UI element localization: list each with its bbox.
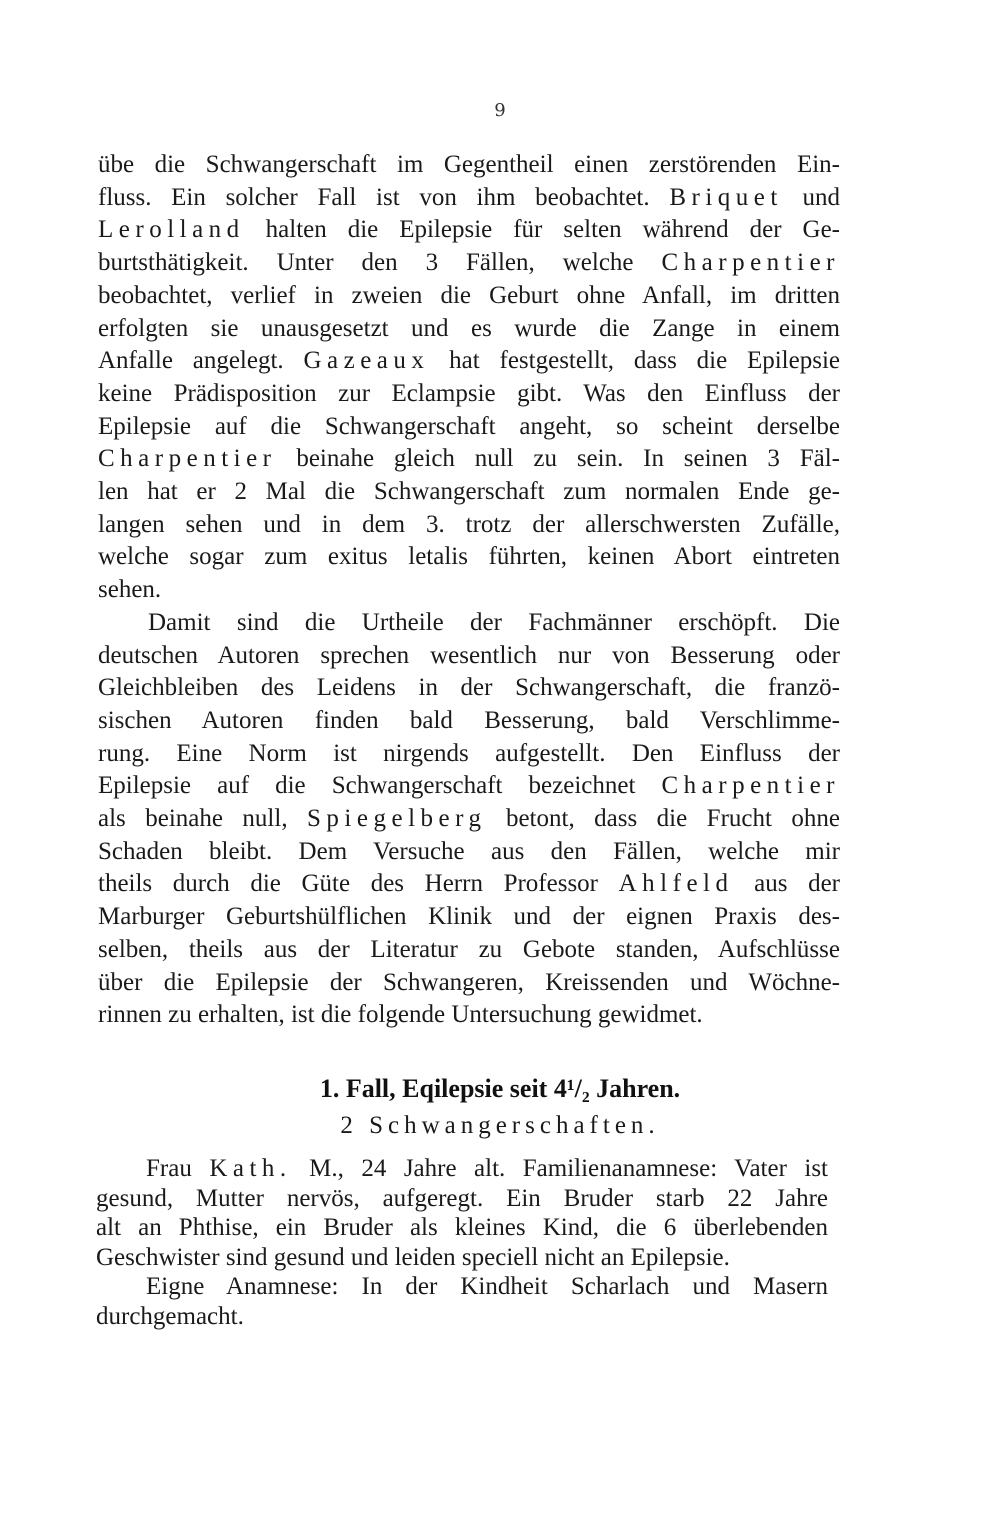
text-segment: theils durch die Güte des Herrn Professor: [98, 870, 619, 898]
text-segment: welche sogar zum exitus letalis führten, keinen Abort eintreten: [98, 543, 840, 571]
text-line: [98, 345, 840, 378]
paragraph-1: [98, 149, 840, 607]
text-line: [98, 770, 840, 803]
spaced-name: Lerolland: [98, 216, 245, 244]
text-segment: sehen.: [98, 576, 162, 604]
spaced-name: Charpentier: [661, 772, 840, 800]
text-segment: als beinahe null,: [98, 805, 308, 833]
text-line: [96, 1184, 828, 1214]
case-subheading: 2 Schwangerschaften.: [340, 1112, 660, 1139]
text-segment: M., 24 Jahre alt. Familienanamnese: Vater ist: [291, 1155, 829, 1182]
text-segment: gesund, Mutter nervös, aufgeregt. Ein Bruder starb 22 Jahre: [96, 1184, 828, 1212]
text-segment: Eigne Anamnese: In der Kindheit Scharlach und Masern: [146, 1273, 828, 1300]
text-line: [98, 836, 840, 869]
case-paragraph-1: [96, 1154, 828, 1272]
body-text: [98, 149, 840, 1032]
text-segment: aus der: [733, 870, 840, 898]
text-segment: beobachtet, verlief in zweien die Geburt ohne Anfall, im dritten: [98, 281, 840, 309]
case-heading: 1. Fall, Eqilepsie seit 4¹/₂ Jahren.: [319, 1074, 681, 1103]
text-line: [98, 149, 840, 182]
text-segment: len hat er 2 Mal die Schwangerschaft zum normalen Ende ge-: [98, 478, 840, 506]
spaced-name: Gazeaux: [303, 347, 430, 375]
text-segment: Gleichbleiben des Leidens in der Schwangerschaft, die franzö-: [98, 674, 840, 702]
text-line: [98, 313, 840, 346]
text-line: [98, 541, 840, 574]
text-line: [98, 574, 840, 607]
text-segment: halten die Epilepsie für selten während der Ge-: [244, 216, 840, 244]
text-line: [96, 1302, 828, 1332]
text-line: [96, 1154, 828, 1184]
text-segment: selben, theils aus der Literatur zu Gebote standen, Aufschlüsse: [98, 935, 840, 963]
text-segment: Anfalle angelegt.: [98, 347, 304, 375]
text-line: [98, 672, 840, 705]
text-segment: Schaden bleibt. Dem Versuche aus den Fällen, welche mir: [98, 837, 840, 865]
paragraph-2: [98, 607, 840, 1032]
text-segment: sischen Autoren finden bald Besserung, bald Verschlimme-: [98, 706, 840, 734]
text-line: [98, 378, 840, 411]
text-segment: Marburger Geburtshülflichen Klinik und der eignen Praxis des-: [98, 903, 840, 931]
text-segment: und: [782, 183, 840, 211]
text-segment: hat festgestellt, dass die Epilepsie: [429, 347, 840, 375]
text-line: [98, 738, 840, 771]
text-line: [98, 214, 840, 247]
text-line: [98, 509, 840, 542]
spaced-name: Spiegelberg: [307, 805, 487, 833]
text-line: [98, 411, 840, 444]
text-segment: burtsthätigkeit. Unter den 3 Fällen, welche: [98, 249, 662, 277]
spaced-name: Kath.: [209, 1155, 292, 1182]
text-segment: Damit sind die Urtheile der Fachmänner erschöpft. Die: [148, 608, 840, 636]
case-text: [96, 1154, 828, 1331]
text-segment: erfolgten sie unausgesetzt und es wurde die Zange in einem: [98, 314, 840, 342]
text-line: [98, 607, 840, 640]
text-segment: rinnen zu erhalten, ist die folgende Untersuchung gewidmet.: [98, 1001, 703, 1029]
text-segment: Epilepsie auf die Schwangerschaft bezeichnet: [98, 772, 662, 800]
text-segment: Geschwister sind gesund und leiden speciell nicht an Epilepsie.: [96, 1243, 730, 1271]
text-segment: alt an Phthise, ein Bruder als kleines Kind, die 6 überlebenden: [96, 1214, 828, 1241]
spaced-name: Charpentier: [98, 445, 277, 473]
text-line: [98, 705, 840, 738]
text-segment: fluss. Ein solcher Fall ist von ihm beobachtet.: [98, 183, 670, 211]
text-segment: über die Epilepsie der Schwangeren, Kreissenden und Wöchne-: [98, 968, 840, 996]
text-line: [98, 280, 840, 313]
text-segment: durchgemacht.: [96, 1302, 244, 1330]
text-line: [98, 803, 840, 836]
text-line: [98, 443, 840, 476]
text-segment: übe die Schwangerschaft im Gegentheil einen zerstörenden Ein-: [98, 151, 840, 178]
text-line: [98, 999, 840, 1032]
case-paragraph-2: [96, 1272, 828, 1331]
text-segment: langen sehen und in dem 3. trotz der allerschwersten Zufälle,: [98, 510, 840, 538]
text-segment: rung. Eine Norm ist nirgends aufgestellt. Den Einfluss der: [98, 739, 840, 767]
page-number: 9: [494, 100, 506, 121]
text-line: [98, 934, 840, 967]
text-segment: Epilepsie auf die Schwangerschaft angeht, so scheint derselbe: [98, 412, 840, 440]
text-line: [98, 640, 840, 673]
text-line: [96, 1213, 828, 1243]
spaced-name: Briquet: [669, 183, 783, 211]
text-line: [98, 476, 840, 509]
text-line: [96, 1243, 828, 1273]
text-line: [98, 182, 840, 215]
text-line: [98, 868, 840, 901]
text-segment: deutschen Autoren sprechen wesentlich nur von Besserung oder: [98, 641, 840, 669]
text-line: [96, 1272, 828, 1302]
text-line: [98, 901, 840, 934]
spaced-name: Charpentier: [661, 249, 840, 277]
text-segment: beinahe gleich null zu sein. In seinen 3 Fäl-: [276, 445, 840, 473]
text-segment: betont, dass die Frucht ohne: [486, 805, 840, 833]
text-segment: Frau: [146, 1155, 210, 1182]
text-segment: keine Prädisposition zur Eclampsie gibt. Was den Einfluss der: [98, 379, 840, 407]
text-line: [98, 967, 840, 1000]
spaced-name: Ahlfeld: [618, 870, 734, 898]
text-line: [98, 247, 840, 280]
